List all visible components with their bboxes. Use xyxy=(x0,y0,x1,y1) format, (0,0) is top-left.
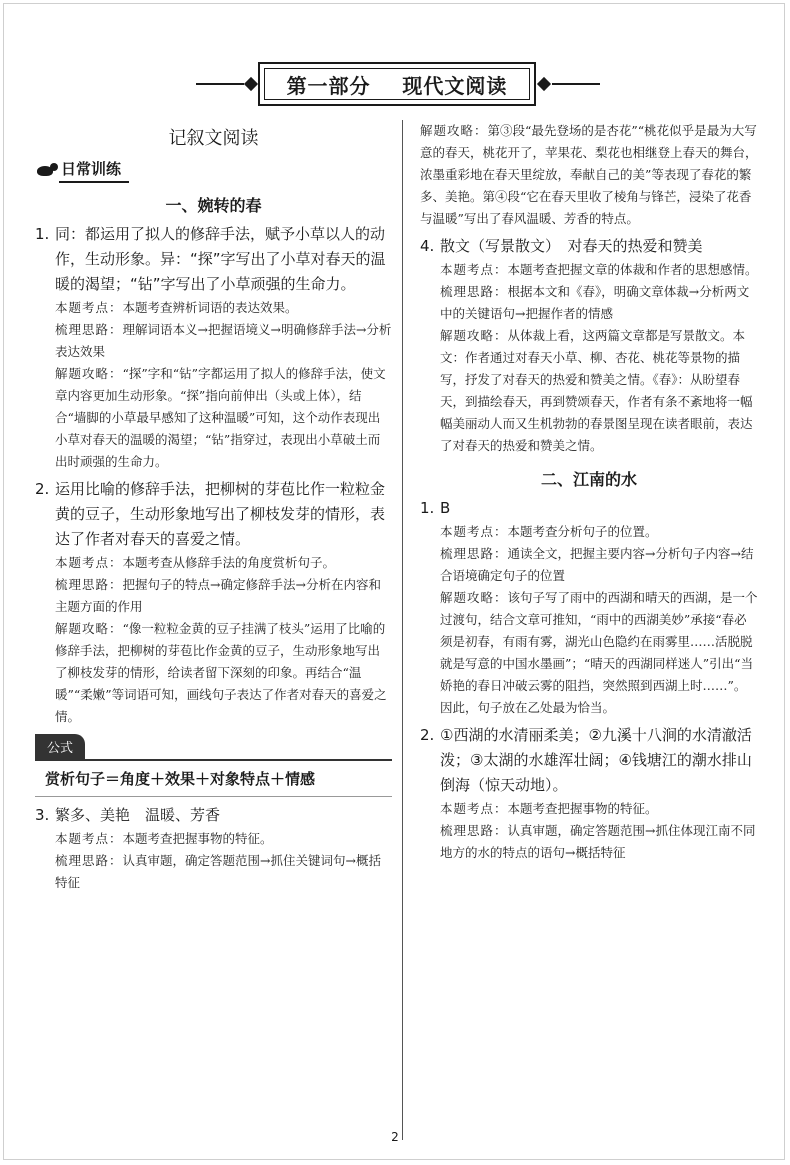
note-topic: 本题考点：本题考查把握文章的体裁和作者的思想感情。 xyxy=(440,262,758,277)
left-column xyxy=(35,120,392,894)
note-solution: 解题攻略：该句子写了雨中的西湖和晴天的西湖，是一个过渡句，结合文章可推知，“雨中的西湖美妙”承接“春必须是初春，有雨有雾，湖光山色隐约在雨雾里……活脱脱就是写意的中国水墨画”；“晴天的西湖同样迷人”引出“当娇艳的春日冲破云雾的阻挡，突然照到西湖上时……”。因此，句子放在乙处最为恰当。 xyxy=(440,590,758,715)
item-answer: B xyxy=(440,499,451,517)
item-number: 1. xyxy=(420,499,435,517)
note-solution: 解题攻略：第③段“最先登场的是杏花”“桃花似乎是最为大写意的春天，桃花开了，苹果花、梨花也相继登上春天的舞台，浓墨重彩地在春天里绽放，奉献自己的美”等表现了春花的繁多、美艳。第④段“它在春天里收了棱角与锋芒，浸染了花香与温暖”写出了春风温暖、芳香的特点。 xyxy=(420,123,758,226)
item-number: 2. xyxy=(35,480,50,498)
item-answer: 同：都运用了拟人的修辞手法，赋予小草以人的动作，生动形象。异：“探”字写出了小草对春天的温暖的渴望；“钻”字写出了小草顽强的生命力。 xyxy=(55,225,386,293)
note-topic: 本题考点：本题考查分析句子的位置。 xyxy=(440,524,658,539)
part-title-box xyxy=(258,62,536,106)
answer-item xyxy=(35,803,392,828)
header-rule-left xyxy=(196,83,244,85)
item-number: 4. xyxy=(420,237,435,255)
header-diamond-left xyxy=(244,77,258,91)
note-approach: 梳理思路：通读全文，把握主要内容→分析句子内容→结合语境确定句子的位置 xyxy=(440,546,754,583)
item-answer: 散文（写景散文） 对春天的热爱和赞美 xyxy=(440,237,703,255)
item-number: 1. xyxy=(35,225,50,243)
subsection-title: 一、婉转的春 xyxy=(165,196,262,215)
daily-training-badge xyxy=(35,158,392,183)
note-approach: 梳理思路：认真审题，确定答题范围→抓住关键词句→概括特征 xyxy=(55,853,381,890)
header-diamond-right xyxy=(537,77,551,91)
note-approach: 梳理思路：把握句子的特点→确定修辞手法→分析在内容和主题方面的作用 xyxy=(55,577,381,614)
answer-item xyxy=(35,222,392,297)
part-header xyxy=(0,62,790,106)
note-approach: 梳理思路：根据本文和《春》，明确文章体裁→分析两文中的关键语句→把握作者的情感 xyxy=(440,284,750,321)
note-approach: 梳理思路：认真审题，确定答题范围→抓住体现江南不同地方的水的特点的语句→概括特征 xyxy=(440,823,756,860)
item-number: 2. xyxy=(420,726,435,744)
formula-tag: 公式 xyxy=(35,734,85,759)
page-number: 2 xyxy=(391,1130,399,1144)
item-answer: ①西湖的水清丽柔美；②九溪十八涧的水清澈活泼；③太湖的水雄浑壮阔；④钱塘江的潮水排山倒海（惊天动地）。 xyxy=(440,726,752,794)
header-rule-right xyxy=(552,83,600,85)
note-solution: 解题攻略：从体裁上看，这两篇文章都是写景散文。本文：作者通过对春天小草、柳、杏花、桃花等景物的描写，抒发了对春天的热爱和赞美之情。《春》：从盼望春天，到描绘春天，再到赞颂春天，作者有条不紊地将一幅幅美丽动人而又生机勃勃的春景图呈现在读者眼前，表达了对春天的热爱和赞美之情。 xyxy=(440,328,753,453)
note-approach: 梳理思路：理解词语本义→把握语境义→明确修辞手法→分析表达效果 xyxy=(55,322,392,359)
section-title: 记叙文阅读 xyxy=(168,128,259,149)
note-solution: 解题攻略：“像一粒粒金黄的豆子挂满了枝头”运用了比喻的修辞手法，把柳树的芽苞比作金黄的豆子，生动形象地写出了柳枝发芽的情形，给读者留下深刻的印象。再结合“温暖”“柔嫩”等词语可知，画线句子表达了作者对春天的喜爱之情。 xyxy=(55,621,387,724)
item-answer: 运用比喻的修辞手法，把柳树的芽苞比作一粒粒金黄的豆子，生动形象地写出了柳枝发芽的情形，表达了作者对春天的喜爱之情。 xyxy=(55,480,386,548)
note-topic: 本题考点：本题考查把握事物的特征。 xyxy=(440,801,658,816)
answer-item xyxy=(420,496,758,521)
note-solution: 解题攻略：“探”字和“钻”字都运用了拟人的修辞手法，使文章内容更加生动形象。“探”指向前伸出（头或上体），结合“墙脚的小草最早感知了这种温暖”可知，这个动作表现出小草对春天的温暖的渴望；“钻”指穿过，表现出小草破土而出时顽强的生命力。 xyxy=(55,366,386,469)
note-topic: 本题考点：本题考查辨析词语的表达效果。 xyxy=(55,300,298,315)
subsection-title: 二、江南的水 xyxy=(540,470,637,489)
note-topic: 本题考点：本题考查把握事物的特征。 xyxy=(55,831,273,846)
answer-item xyxy=(420,234,758,259)
part-title-number: 第一部分 xyxy=(286,73,371,98)
mouse-icon xyxy=(35,160,59,182)
badge-label: 日常训练 xyxy=(59,158,129,183)
column-divider xyxy=(402,120,403,1140)
item-number: 3. xyxy=(35,806,50,824)
part-title-name: 现代文阅读 xyxy=(402,73,508,98)
right-column xyxy=(420,120,758,864)
item-answer: 繁多、美艳 温暖、芳香 xyxy=(55,806,221,824)
answer-item xyxy=(35,477,392,552)
note-topic: 本题考点：本题考查从修辞手法的角度赏析句子。 xyxy=(55,555,336,570)
formula-box: 赏析句子＝角度＋效果＋对象特点＋情感 xyxy=(35,759,392,797)
answer-item xyxy=(420,723,758,798)
